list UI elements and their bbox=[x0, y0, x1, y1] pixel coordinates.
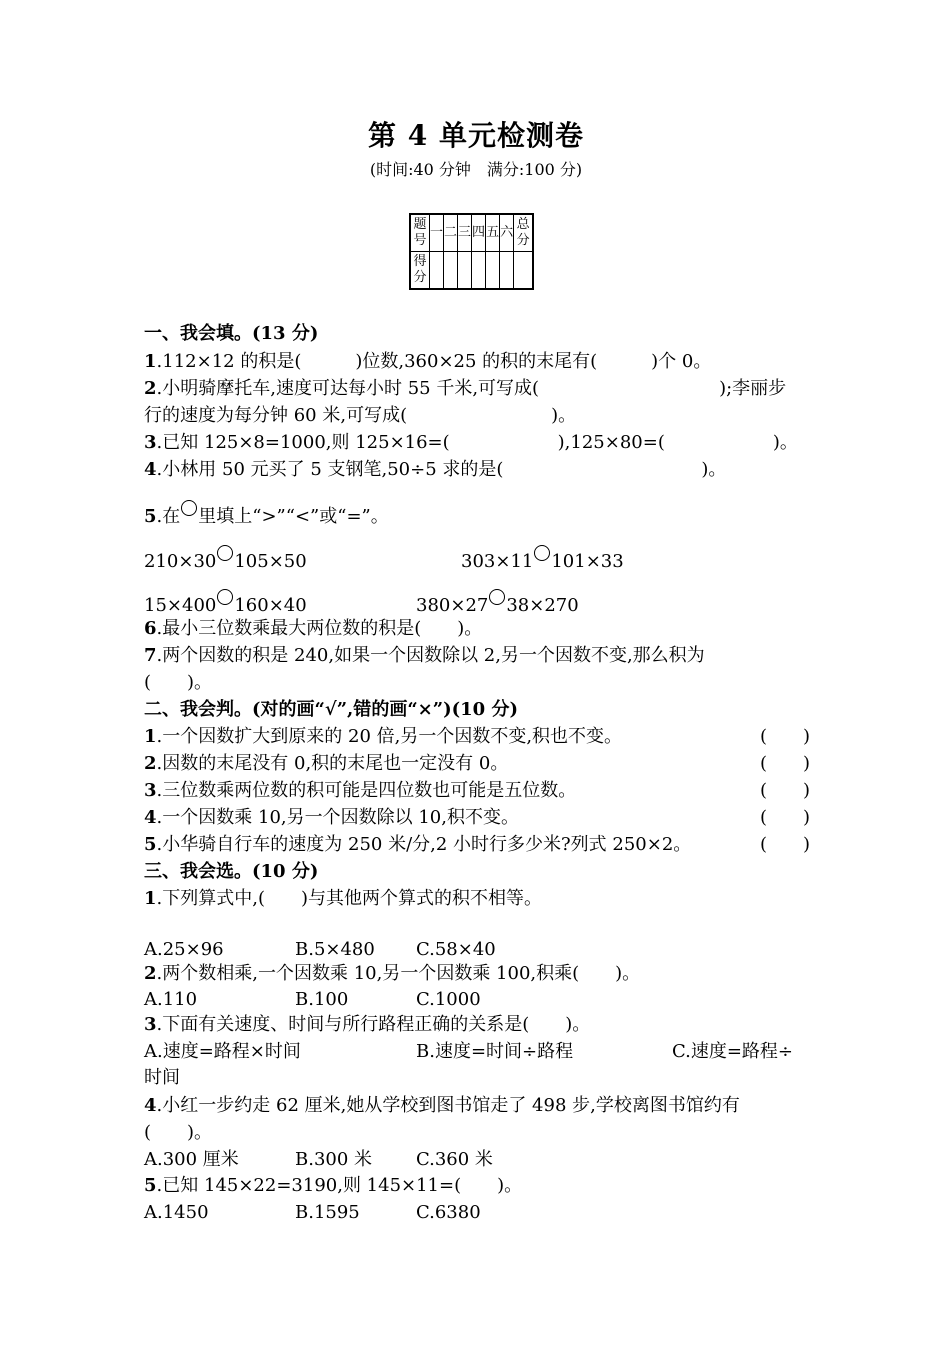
question-number: 3 bbox=[144, 1014, 157, 1035]
s1-q4: 4.小林用 50 元买了 5 支钢笔,50÷5 求的是( )。 bbox=[144, 459, 727, 480]
s2-item: 1.一个因数扩大到原来的 20 倍,另一个因数不变,积也不变。 bbox=[144, 726, 623, 747]
question-text: 在 bbox=[162, 506, 181, 527]
expr-left: 380×27 bbox=[416, 595, 489, 616]
option-a[interactable]: A.速度=路程×时间 bbox=[144, 1041, 301, 1062]
s1-q7: 7.两个因数的积是 240,如果一个因数除以 2,另一个因数不变,那么积为 bbox=[144, 645, 705, 666]
question-text: 最小三位数乘最大两位数的积是( )。 bbox=[162, 618, 483, 639]
s2-item: 4.一个因数乘 10,另一个因数除以 10,积不变。 bbox=[144, 807, 519, 828]
answer-paren[interactable]: ( ) bbox=[759, 834, 810, 855]
question-number: 1 bbox=[144, 888, 157, 909]
score-cell: 一 bbox=[430, 214, 444, 252]
score-cell bbox=[514, 252, 534, 290]
option-b[interactable]: B.速度=时间÷路程 bbox=[416, 1041, 574, 1062]
expr-left: 15×400 bbox=[144, 595, 217, 616]
expr-left: 210×30 bbox=[144, 551, 217, 572]
s1-q5: 5.在 里填上“>”“<”或“=”。 bbox=[144, 500, 389, 529]
question-text: 112×12 的积是( )位数,360×25 的积的末尾有( )个 0。 bbox=[162, 351, 712, 372]
question-number: 4 bbox=[144, 459, 157, 480]
question-text: 一个因数扩大到原来的 20 倍,另一个因数不变,积也不变。 bbox=[162, 726, 623, 747]
circle-icon[interactable] bbox=[534, 545, 550, 561]
page-title: 第 4 单元检测卷 bbox=[368, 119, 584, 152]
expr-right: 101×33 bbox=[551, 551, 624, 572]
option-a[interactable]: A.110 bbox=[144, 989, 198, 1010]
score-cell: 得分 bbox=[410, 252, 430, 290]
option-c[interactable]: C.1000 bbox=[416, 989, 481, 1010]
question-number: 2 bbox=[144, 963, 157, 984]
option-b[interactable]: B.5×480 bbox=[295, 939, 375, 960]
s3-q5: 5.已知 145×22=3190,则 145×11=( )。 bbox=[144, 1175, 523, 1196]
score-cell: 五 bbox=[486, 214, 500, 252]
option-b[interactable]: B.1595 bbox=[295, 1202, 360, 1223]
question-text: 下面有关速度、时间与所行路程正确的关系是( )。 bbox=[162, 1014, 591, 1035]
score-cell: 三 bbox=[458, 214, 472, 252]
s3-q3: 3.下面有关速度、时间与所行路程正确的关系是( )。 bbox=[144, 1014, 591, 1035]
s3-q4: 4.小红一步约走 62 厘米,她从学校到图书馆走了 498 步,学校离图书馆约有 bbox=[144, 1095, 740, 1116]
question-text: 小红一步约走 62 厘米,她从学校到图书馆走了 498 步,学校离图书馆约有 bbox=[162, 1095, 740, 1116]
expr-right: 38×270 bbox=[506, 595, 579, 616]
s1-q7-cont: ( )。 bbox=[144, 672, 213, 693]
question-text: 小明骑摩托车,速度可达每小时 55 千米,可写成( );李丽步 bbox=[162, 378, 787, 399]
option-c[interactable]: C.58×40 bbox=[416, 939, 496, 960]
expr-right: 160×40 bbox=[234, 595, 307, 616]
question-text: 小林用 50 元买了 5 支钢笔,50÷5 求的是( )。 bbox=[162, 459, 727, 480]
question-number: 2 bbox=[144, 753, 157, 774]
question-number: 6 bbox=[144, 618, 157, 639]
score-table-header-row bbox=[410, 214, 533, 252]
s1-q3: 3.已知 125×8=1000,则 125×16=( ),125×80=( )。 bbox=[144, 432, 798, 453]
question-text: 小华骑自行车的速度为 250 米/分,2 小时行多少米?列式 250×2。 bbox=[162, 834, 692, 855]
option-a[interactable]: A.300 厘米 bbox=[144, 1149, 239, 1170]
answer-paren[interactable]: ( ) bbox=[759, 780, 810, 801]
question-number: 4 bbox=[144, 1095, 157, 1116]
score-cell: 四 bbox=[472, 214, 486, 252]
option-b[interactable]: B.300 米 bbox=[295, 1149, 373, 1170]
score-cell bbox=[472, 252, 486, 290]
score-cell: 总分 bbox=[514, 214, 534, 252]
score-cell bbox=[430, 252, 444, 290]
option-c[interactable]: C.360 米 bbox=[416, 1149, 493, 1170]
option-c[interactable]: C.速度=路程÷ bbox=[672, 1041, 794, 1062]
question-text: 里填上“>”“<”或“=”。 bbox=[198, 506, 389, 527]
s1-q6: 6.最小三位数乘最大两位数的积是( )。 bbox=[144, 618, 483, 639]
score-cell: 六 bbox=[500, 214, 514, 252]
question-text: 两个数相乘,一个因数乘 10,另一个因数乘 100,积乘( )。 bbox=[162, 963, 641, 984]
question-number: 5 bbox=[144, 506, 157, 527]
score-cell bbox=[444, 252, 458, 290]
question-text: 三位数乘两位数的积可能是四位数也可能是五位数。 bbox=[162, 780, 577, 801]
expr-left: 303×11 bbox=[461, 551, 534, 572]
s3-q1: 1.下列算式中,( )与其他两个算式的积不相等。 bbox=[144, 888, 543, 909]
question-text: 因数的末尾没有 0,积的末尾也一定没有 0。 bbox=[162, 753, 509, 774]
score-cell bbox=[500, 252, 514, 290]
answer-paren[interactable]: ( ) bbox=[759, 807, 810, 828]
question-number: 2 bbox=[144, 378, 157, 399]
compare-item bbox=[144, 545, 307, 574]
question-number: 3 bbox=[144, 432, 157, 453]
s1-q2-cont: 行的速度为每分钟 60 米,可写成( )。 bbox=[144, 405, 577, 426]
question-text: 已知 125×8=1000,则 125×16=( ),125×80=( )。 bbox=[162, 432, 798, 453]
score-cell: 题号 bbox=[410, 214, 430, 252]
option-a[interactable]: A.25×96 bbox=[144, 939, 224, 960]
question-number: 7 bbox=[144, 645, 157, 666]
option-b[interactable]: B.100 bbox=[295, 989, 349, 1010]
score-cell: 二 bbox=[444, 214, 458, 252]
option-a[interactable]: A.1450 bbox=[144, 1202, 209, 1223]
expr-right: 105×50 bbox=[234, 551, 307, 572]
s1-q1: 1.112×12 的积是( )位数,360×25 的积的末尾有( )个 0。 bbox=[144, 351, 712, 372]
s2-item: 3.三位数乘两位数的积可能是四位数也可能是五位数。 bbox=[144, 780, 577, 801]
s1-q2: 2.小明骑摩托车,速度可达每小时 55 千米,可写成( );李丽步 bbox=[144, 378, 787, 399]
answer-paren[interactable]: ( ) bbox=[759, 753, 810, 774]
s3-q2: 2.两个数相乘,一个因数乘 10,另一个因数乘 100,积乘( )。 bbox=[144, 963, 641, 984]
answer-paren[interactable]: ( ) bbox=[759, 726, 810, 747]
score-table-score-row bbox=[410, 252, 533, 290]
circle-icon bbox=[181, 500, 197, 516]
section2-heading: 二、我会判。(对的画“√”,错的画“×”)(10 分) bbox=[144, 699, 518, 720]
circle-icon[interactable] bbox=[489, 589, 505, 605]
circle-icon[interactable] bbox=[217, 589, 233, 605]
question-text: 下列算式中,( )与其他两个算式的积不相等。 bbox=[162, 888, 543, 909]
question-number: 1 bbox=[144, 726, 157, 747]
s2-item: 5.小华骑自行车的速度为 250 米/分,2 小时行多少米?列式 250×2。 bbox=[144, 834, 692, 855]
score-table bbox=[409, 213, 534, 290]
s3-q3-cont: 时间 bbox=[144, 1067, 180, 1088]
question-number: 5 bbox=[144, 1175, 157, 1196]
compare-item bbox=[461, 545, 624, 574]
question-number: 3 bbox=[144, 780, 157, 801]
question-text: 两个因数的积是 240,如果一个因数除以 2,另一个因数不变,那么积为 bbox=[162, 645, 705, 666]
question-text: 已知 145×22=3190,则 145×11=( )。 bbox=[162, 1175, 523, 1196]
score-cell bbox=[486, 252, 500, 290]
section3-heading: 三、我会选。(10 分) bbox=[144, 861, 319, 882]
compare-item bbox=[416, 589, 579, 618]
question-text: 一个因数乘 10,另一个因数除以 10,积不变。 bbox=[162, 807, 519, 828]
s2-item: 2.因数的末尾没有 0,积的末尾也一定没有 0。 bbox=[144, 753, 509, 774]
question-number: 5 bbox=[144, 834, 157, 855]
question-number: 1 bbox=[144, 351, 157, 372]
section1-heading: 一、我会填。(13 分) bbox=[144, 323, 319, 344]
compare-item bbox=[144, 589, 307, 618]
s3-q4-cont: ( )。 bbox=[144, 1122, 213, 1143]
score-cell bbox=[458, 252, 472, 290]
circle-icon[interactable] bbox=[217, 545, 233, 561]
page-subtitle: (时间:40 分钟 满分:100 分) bbox=[369, 160, 583, 179]
question-number: 4 bbox=[144, 807, 157, 828]
option-c[interactable]: C.6380 bbox=[416, 1202, 481, 1223]
